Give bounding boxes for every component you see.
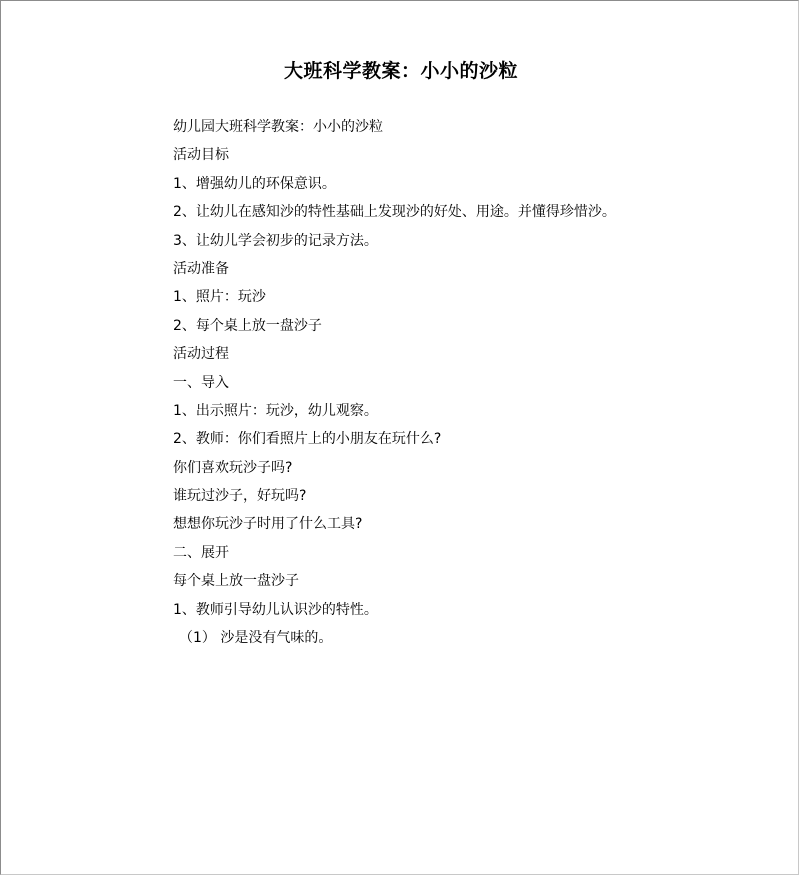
text-line: 3、让幼儿学会初步的记录方法。 [173, 232, 378, 249]
page-title: 大班科学教案：小小的沙粒 [283, 60, 518, 82]
text-line: 你们喜欢玩沙子吗? [173, 459, 293, 476]
text-line: 1、照片：玩沙 [173, 289, 266, 306]
text-line: 2、让幼儿在感知沙的特性基础上发现沙的好处、用途。并懂得珍惜沙。 [173, 204, 616, 221]
text-line: 1、增强幼儿的环保意识。 [173, 175, 336, 192]
section-heading: 活动目标 [173, 147, 229, 164]
text-line: （1） 沙是没有气味的。 [179, 630, 333, 647]
document-body [173, 113, 733, 652]
text-line: 1、教师引导幼儿认识沙的特性。 [173, 601, 378, 618]
text-line: 幼儿园大班科学教案：小小的沙粒 [173, 119, 383, 135]
section-heading: 活动准备 [173, 260, 229, 277]
text-line: 一、导入 [173, 374, 229, 391]
text-line: 1、出示照片：玩沙，幼儿观察。 [173, 402, 378, 419]
text-line: 2、教师：你们看照片上的小朋友在玩什么? [173, 431, 442, 448]
text-line: 谁玩过沙子，好玩吗? [173, 488, 307, 505]
section-heading: 活动过程 [173, 346, 229, 363]
text-line: 2、每个桌上放一盘沙子 [173, 317, 322, 334]
text-line: 二、展开 [173, 544, 229, 561]
text-line: 每个桌上放一盘沙子 [173, 573, 299, 590]
text-line: 想想你玩沙子时用了什么工具? [173, 516, 363, 533]
